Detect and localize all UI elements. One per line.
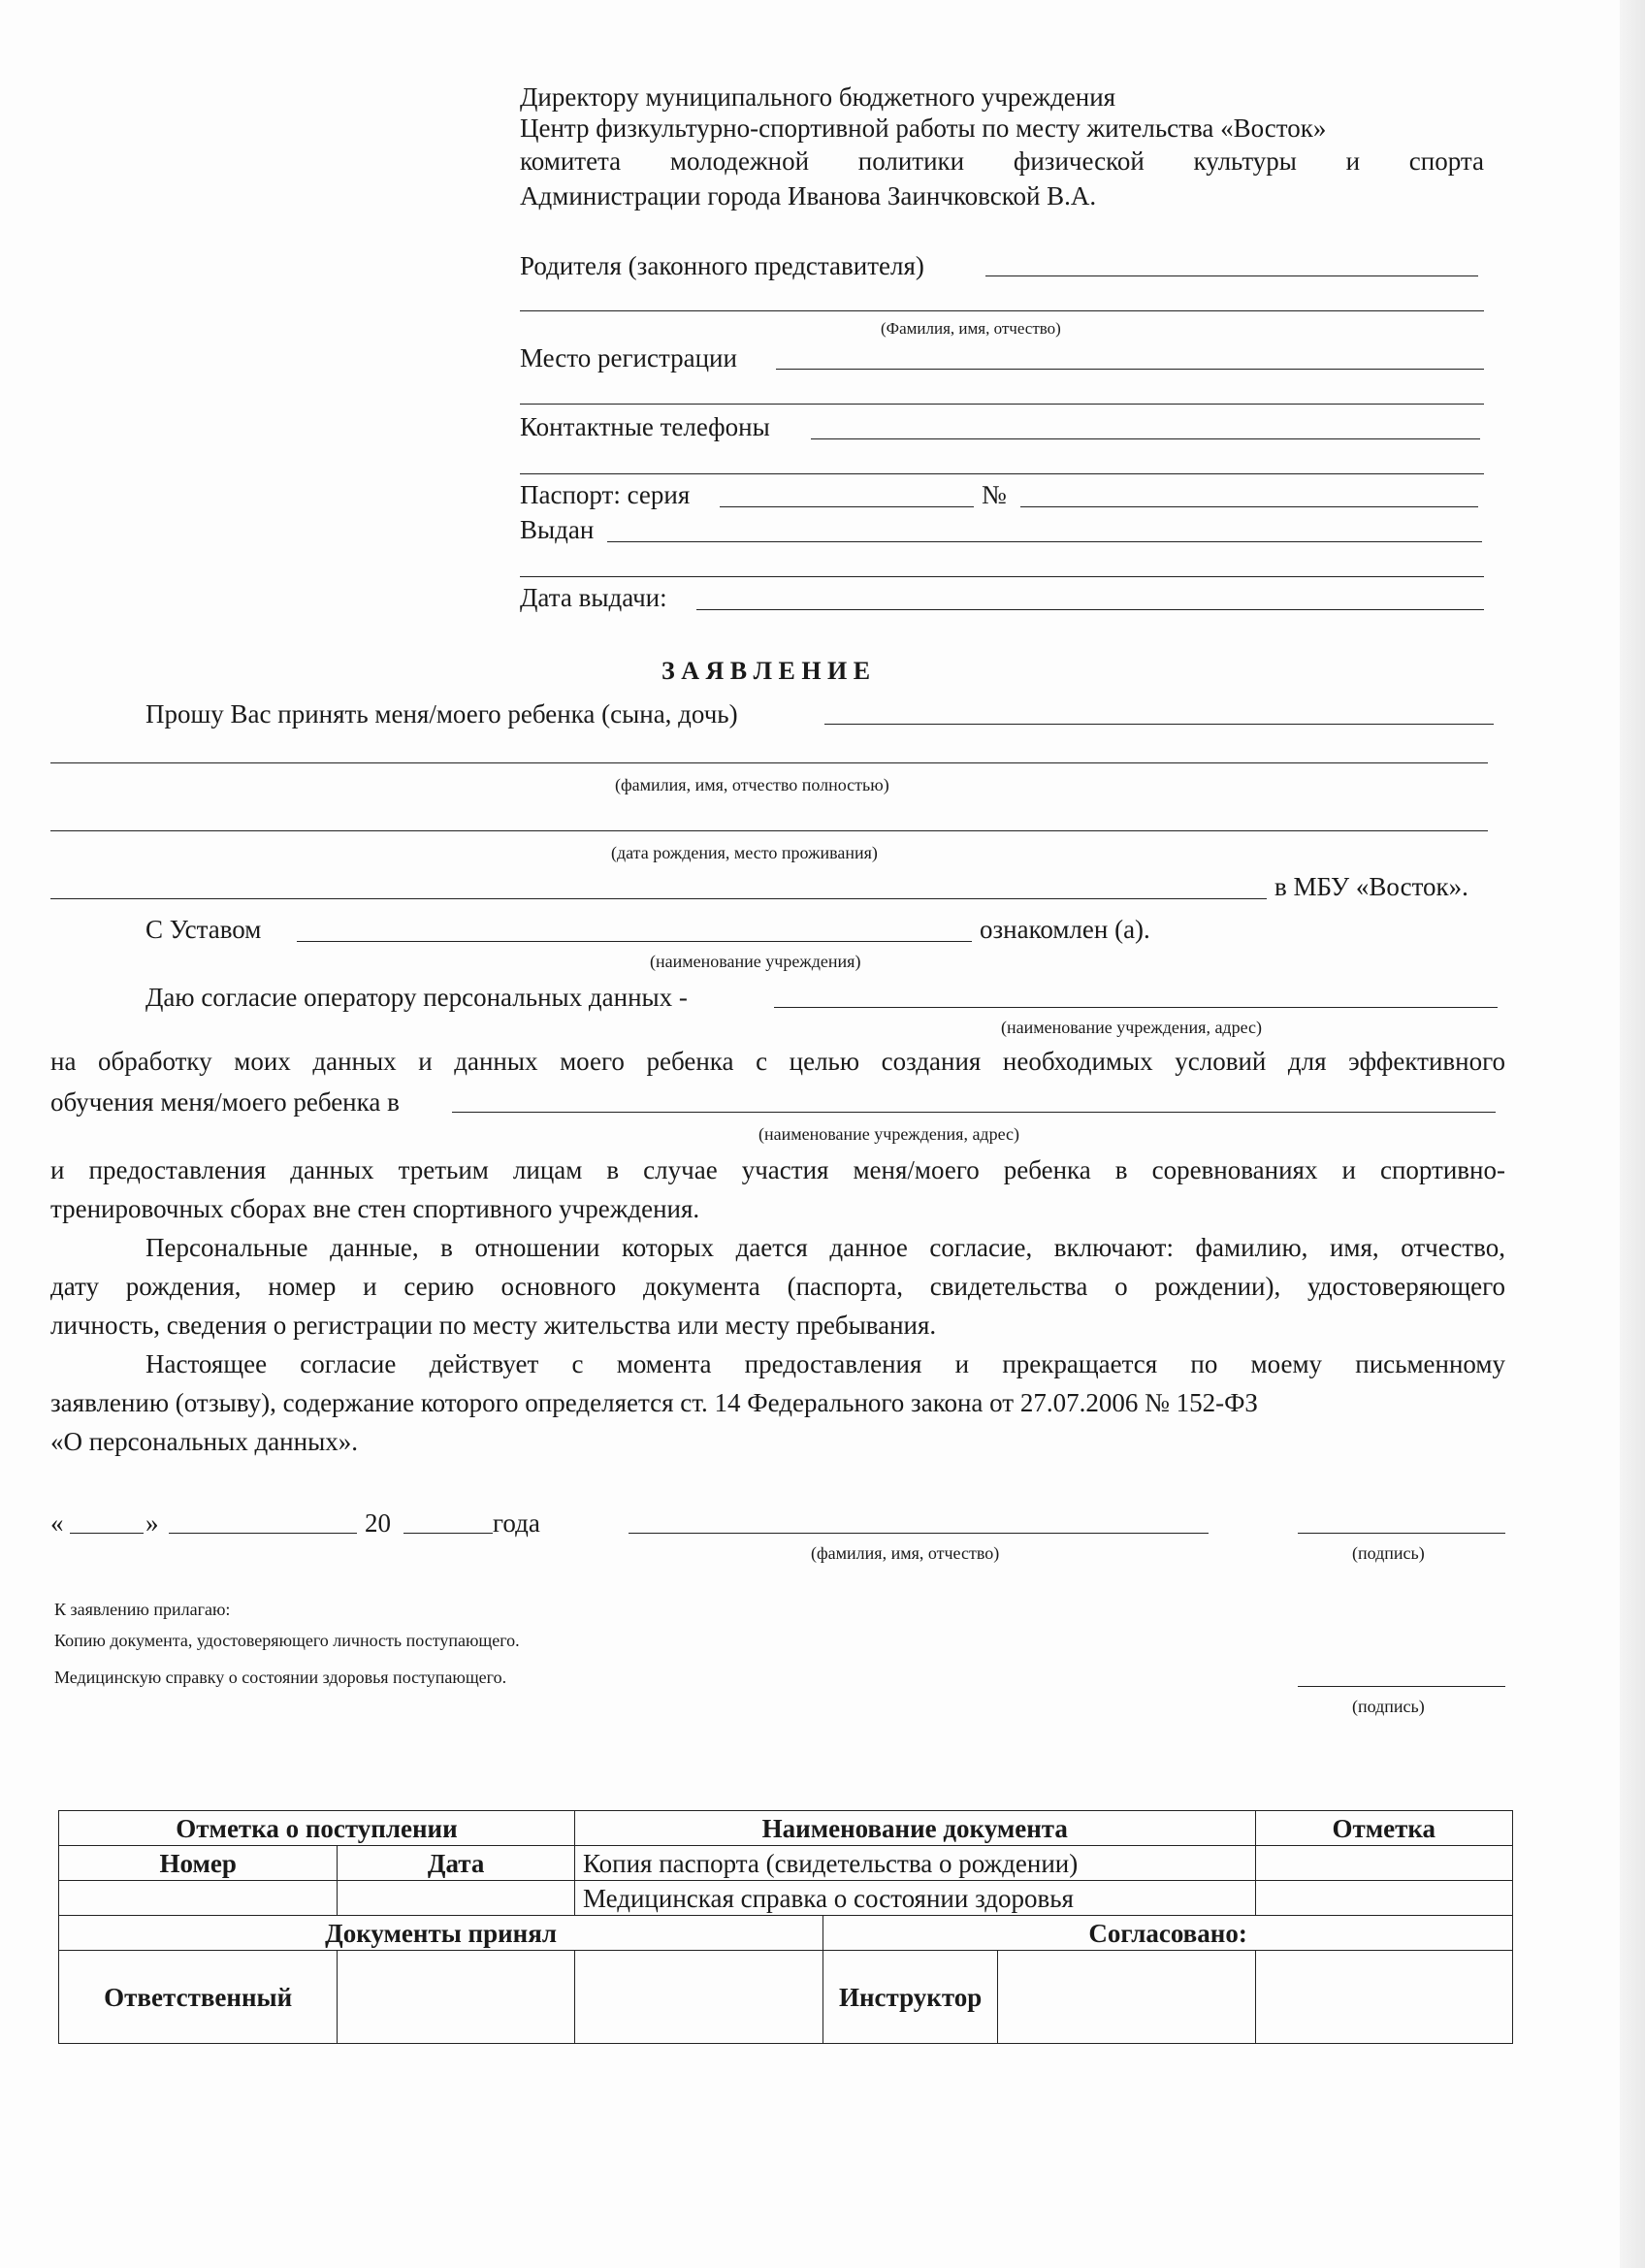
date-quote-open: « xyxy=(50,1508,64,1538)
personal-data-line-3: личность, сведения о регистрации по месту жительства или месту пребывания. xyxy=(50,1311,937,1340)
issued-label: Выдан xyxy=(520,515,595,544)
doc-medical-certificate: Медицинская справка о состоянии здоровья xyxy=(574,1881,1255,1916)
parent-field-continued[interactable] xyxy=(520,310,1484,311)
doc-name-header: Наименование документа xyxy=(574,1811,1255,1846)
attachment-item-2: Медицинскую справку о состоянии здоровья поступающего. xyxy=(54,1668,507,1687)
parent-label: Родителя (законного представителя) xyxy=(520,251,924,280)
operator-field[interactable] xyxy=(774,1007,1498,1008)
passport-series-field[interactable] xyxy=(720,506,974,507)
validity-line-3: «О персональных данных». xyxy=(50,1427,358,1456)
doc-passport-copy: Копия паспорта (свидетельства о рождении) xyxy=(574,1846,1255,1881)
acquainted-text: ознакомлен (а). xyxy=(980,915,1150,944)
signer-name-field[interactable] xyxy=(629,1533,1209,1534)
signature-field-2[interactable] xyxy=(1298,1686,1505,1687)
personal-data-line-1: Персональные данные, в отношении которых дается данное согласие, включают: фамилию, имя, отчество, xyxy=(145,1233,1505,1262)
year-field[interactable] xyxy=(403,1533,493,1534)
validity-line-1: Настоящее согласие действует с момента предоставления и прекращается по моему письменному xyxy=(145,1349,1505,1378)
mark-cell-2[interactable] xyxy=(1255,1881,1512,1916)
passport-number-sign: № xyxy=(982,480,1007,509)
receipt-header: Отметка о поступлении xyxy=(59,1811,575,1846)
responsible-label: Ответственный xyxy=(59,1951,338,2044)
month-field[interactable] xyxy=(169,1533,357,1534)
responsible-signature-cell[interactable] xyxy=(574,1951,822,2044)
number-cell[interactable] xyxy=(59,1881,338,1916)
request-label: Прошу Вас принять меня/моего ребенка (сына, дочь) xyxy=(145,699,738,729)
attachment-item-1: Копию документа, удостоверяющего личность поступающего. xyxy=(54,1631,520,1650)
addressee-line-1: Директору муниципального бюджетного учреждения xyxy=(520,82,1116,112)
institution-address-caption-2: (наименование учреждения, адрес) xyxy=(758,1124,1020,1144)
parent-field[interactable] xyxy=(985,275,1478,276)
third-party-line-1: и предоставления данных третьим лицам в случае участия меня/моего ребенка в соревнованиях и спортивно- xyxy=(50,1155,1505,1184)
scan-paper-edge xyxy=(1620,0,1645,2268)
charter-institution-field[interactable] xyxy=(297,941,972,942)
training-label: обучения меня/моего ребенка в xyxy=(50,1087,400,1117)
instructor-signature-cell[interactable] xyxy=(1255,1951,1512,2044)
fio-full-caption: (фамилия, имя, отчество полностью) xyxy=(615,775,889,794)
day-field[interactable] xyxy=(70,1533,144,1534)
attachments-header: К заявлению прилагаю: xyxy=(54,1600,231,1619)
processing-line: на обработку моих данных и данных моего ребенка с целью создания необходимых условий для эффективного xyxy=(50,1047,1505,1076)
child-name-field-continued[interactable] xyxy=(50,762,1488,763)
phones-label: Контактные телефоны xyxy=(520,412,770,441)
issue-date-field[interactable] xyxy=(696,609,1484,610)
date-header: Дата xyxy=(338,1846,575,1881)
year-prefix: 20 xyxy=(365,1508,391,1538)
fio-caption: (Фамилия, имя, отчество) xyxy=(881,319,1061,338)
issue-date-label: Дата выдачи: xyxy=(520,583,667,612)
phones-field-continued[interactable] xyxy=(520,473,1484,474)
signature-field[interactable] xyxy=(1298,1533,1505,1534)
passport-series-label: Паспорт: серия xyxy=(520,480,691,509)
statement-title: З А Я В Л Е Н И Е xyxy=(661,657,871,685)
responsible-name-cell[interactable] xyxy=(338,1951,575,2044)
mark-cell-1[interactable] xyxy=(1255,1846,1512,1881)
charter-label: С Уставом xyxy=(145,915,262,944)
birth-caption: (дата рождения, место проживания) xyxy=(611,843,878,862)
agreed-header: Согласовано: xyxy=(823,1916,1513,1951)
addressee-line-2: Центр физкультурно-спортивной работы по месту жительства «Восток» xyxy=(520,113,1327,143)
third-party-line-2: тренировочных сборах вне стен спортивного учреждения. xyxy=(50,1194,700,1223)
office-use-table xyxy=(58,1810,1513,2044)
birth-info-field[interactable] xyxy=(50,830,1488,831)
mark-header: Отметка xyxy=(1255,1811,1512,1846)
signature-caption: (подпись) xyxy=(1352,1543,1425,1563)
signature-caption-2: (подпись) xyxy=(1352,1697,1425,1716)
personal-data-line-2: дату рождения, номер и серию основного документа (паспорта, свидетельства о рождении), удостоверяющего xyxy=(50,1272,1505,1301)
registration-field-continued[interactable] xyxy=(520,404,1484,405)
signer-fio-caption: (фамилия, имя, отчество) xyxy=(811,1543,1000,1563)
issued-field-continued[interactable] xyxy=(520,576,1484,577)
instructor-name-cell[interactable] xyxy=(998,1951,1255,2044)
institution-caption: (наименование учреждения) xyxy=(650,952,861,971)
addressee-line-4: Администрации города Иванова Заинчковской В.А. xyxy=(520,181,1097,211)
accepted-header: Документы принял xyxy=(59,1916,823,1951)
training-institution-field[interactable] xyxy=(452,1112,1496,1113)
date-cell[interactable] xyxy=(338,1881,575,1916)
consent-label: Даю согласие оператору персональных данных - xyxy=(145,983,688,1012)
passport-number-field[interactable] xyxy=(1020,506,1478,507)
addressee-line-3: комитета молодежной политики физической культуры и спорта xyxy=(520,146,1484,176)
date-quote-close: » xyxy=(145,1508,159,1538)
child-name-field[interactable] xyxy=(824,724,1494,725)
instructor-label: Инструктор xyxy=(823,1951,998,2044)
registration-label: Место регистрации xyxy=(520,343,737,373)
issued-field[interactable] xyxy=(607,541,1482,542)
registration-field[interactable] xyxy=(776,369,1484,370)
phones-field[interactable] xyxy=(811,438,1480,439)
to-org-text: в МБУ «Восток». xyxy=(1274,872,1468,901)
number-header: Номер xyxy=(59,1846,338,1881)
institution-address-caption: (наименование учреждения, адрес) xyxy=(1001,1018,1263,1037)
year-suffix: года xyxy=(493,1508,540,1538)
validity-line-2: заявлению (отзыву), содержание которого определяется ст. 14 Федерального закона от 27.07.2006 № 152-ФЗ xyxy=(50,1388,1258,1417)
birth-info-field-continued[interactable] xyxy=(50,898,1267,899)
